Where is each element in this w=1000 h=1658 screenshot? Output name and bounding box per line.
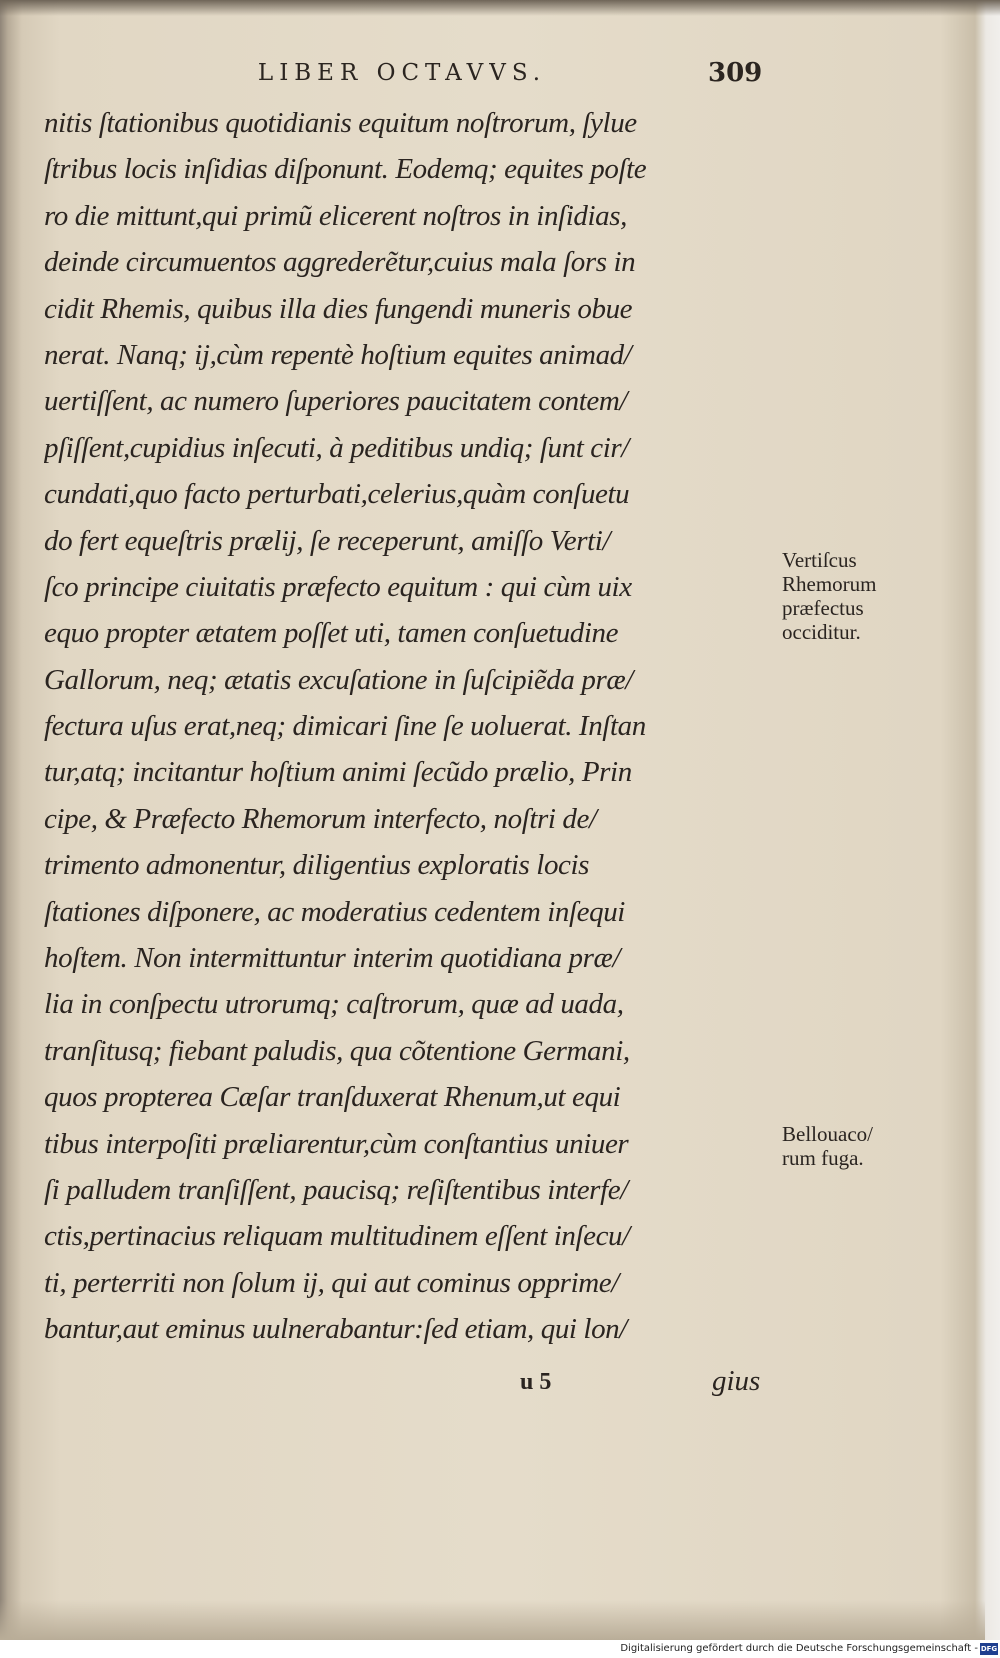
text-line: cipe, & Præfecto Rhemorum interfecto, noſtri de/ [44,802,597,835]
signature-mark: u 5 [520,1369,552,1395]
text-line: pſiſſent,cupidius inſecuti, à peditibus undiq; ſunt cir/ [44,431,629,464]
text-line: equo propter ætatem poſſet uti, tamen conſuetudine [44,617,619,650]
text-line: nerat. Nanq; ij,cùm repentè hoſtium equites animad/ [44,338,632,371]
text-line: cundati,quo facto perturbati,celerius,quàm conſuetu [44,478,630,511]
text-line: ro die mittunt,qui primũ elicerent noſtros in inſidias, [44,199,627,232]
margin-note-line: occiditur. [782,620,861,644]
digitization-footer [0,1640,1000,1658]
text-line: ſtribus locis inſidias diſponunt. Eodemq; equites poſte [44,153,647,186]
text-line: Gallorum, neq; ætatis excuſatione in ſuſcipiẽda præ/ [44,663,633,696]
text-line: do fert equeſtris prælij, ſe receperunt, amiſſo Verti/ [44,524,611,557]
margin-note-line: Vertiſcus [782,548,857,572]
text-line: ctis,pertinacius reliquam multitudinem eſſent inſecu/ [44,1220,630,1253]
text-line: trimento admonentur, diligentius exploratis locis [44,849,590,882]
margin-note-bellouacorum [782,1122,952,1170]
dfg-logo-icon: DFG [980,1645,998,1653]
main-text-block [44,100,774,1353]
margin-note-line: præfectus [782,596,864,620]
margin-note-vertiscus [782,548,952,644]
text-line: tranſitusq; fiebant paludis, qua cõtentione Germani, [44,1034,630,1067]
text-line: uertiſſent, ac numero ſuperiores paucitatem contem/ [44,385,628,418]
text-line: ſco principe ciuitatis præfecto equitum : qui cùm uix [44,570,632,603]
text-line: bantur,aut eminus uulnerabantur:ſed etiam, qui lon/ [44,1313,627,1346]
text-line: hoſtem. Non intermittuntur interim quotidiana præ/ [44,942,621,975]
text-line: fectura uſus erat,neq; dimicari ſine ſe uoluerat. Inſtan [44,710,646,743]
catch-line [0,1365,985,1405]
text-line: ſtationes diſponere, ac moderatius cedentem inſequi [44,895,625,928]
text-line: lia in conſpectu utrorumq; caſtrorum, quæ ad uada, [44,988,624,1021]
text-line: tibus interpoſiti præliarentur,cùm conſtantius uniuer [44,1127,629,1160]
footer-credit: Digitalisierung gefördert durch die Deutsche Forschungsgemeinschaft - [620,1643,978,1654]
text-line: tur,atq; incitantur hoſtium animi ſecũdo prælio, Prin [44,756,632,789]
margin-note-line: Bellouaco/ [782,1122,873,1146]
text-line: cidit Rhemis, quibus illa dies fungendi muneris obue [44,292,633,325]
text-line: deinde circumuentos aggrederẽtur,cuius mala ſors in [44,246,636,279]
text-line: ſi palludem tranſiſſent, paucisq; reſiſtentibus interfe/ [44,1173,628,1206]
folio-number: 309 [708,58,763,88]
running-head: LIBER OCTAVVS. [257,60,547,86]
text-line: ti, perterriti non ſolum ij, qui aut cominus opprime/ [44,1266,619,1299]
text-line: quos propterea Cæſar tranſduxerat Rhenum,ut equi [44,1081,621,1114]
margin-note-line: rum fuga. [782,1146,864,1170]
margin-note-line: Rhemorum [782,572,877,596]
text-line: nitis ſtationibus quotidianis equitum noſtrorum, ſylue [44,107,637,139]
catchword: gius [712,1365,761,1397]
